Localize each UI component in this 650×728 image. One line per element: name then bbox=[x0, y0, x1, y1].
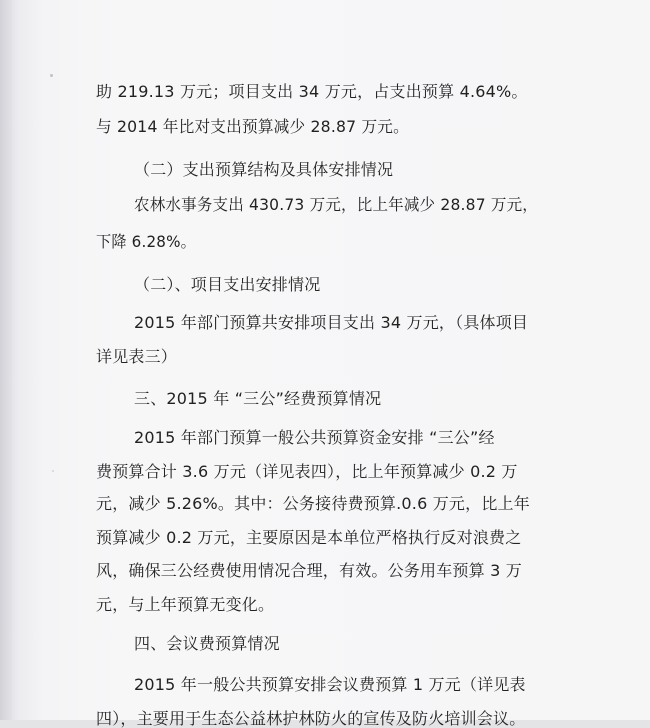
paragraph-line: 元，与上年预算无变化。 bbox=[96, 595, 275, 614]
paragraph-line: 风，确保三公经费使用情况合理，有效。公务用车预算 3 万 bbox=[96, 561, 522, 580]
paragraph-line: 四），主要用于生态公益林护林防火的宣传及防火培训会议。 bbox=[96, 709, 526, 728]
section-heading: （二）、项目支出安排情况 bbox=[134, 275, 321, 294]
paragraph-line: 2015 年部门预算共安排项目支出 34 万元，（具体项目 bbox=[134, 313, 529, 332]
paragraph-line: 详见表三） bbox=[96, 347, 178, 366]
paragraph-line: 2015 年一般公共预算安排会议费预算 1 万元（详见表 bbox=[134, 675, 526, 694]
scan-speck bbox=[50, 74, 53, 77]
scan-shadow-edge bbox=[0, 0, 12, 720]
paragraph-line: 与 2014 年比对支出预算减少 28.87 万元。 bbox=[96, 117, 409, 136]
section-heading: 三、2015 年 “三公”经费预算情况 bbox=[134, 389, 382, 408]
paragraph-line: 费预算合计 3.6 万元（详见表四），比上年预算减少 0.2 万 bbox=[96, 462, 518, 481]
paragraph-line: 助 219.13 万元；项目支出 34 万元，占支出预算 4.64%。 bbox=[96, 82, 528, 101]
paragraph-line: 下降 6.28%。 bbox=[96, 232, 196, 251]
paragraph-line: 农林水事务支出 430.73 万元，比上年减少 28.87 万元， bbox=[134, 195, 538, 214]
scan-speck bbox=[52, 470, 54, 472]
section-heading: （二）支出预算结构及具体安排情况 bbox=[134, 160, 394, 179]
section-heading: 四、会议费预算情况 bbox=[134, 634, 280, 653]
paragraph-line: 预算减少 0.2 万元，主要原因是本单位严格执行反对浪费之 bbox=[96, 528, 522, 547]
paragraph-line: 元，减少 5.26%。其中：公务接待费预算.0.6 万元，比上年 bbox=[96, 494, 530, 513]
paragraph-line: 2015 年部门预算一般公共预算资金安排 “三公”经 bbox=[134, 428, 495, 447]
